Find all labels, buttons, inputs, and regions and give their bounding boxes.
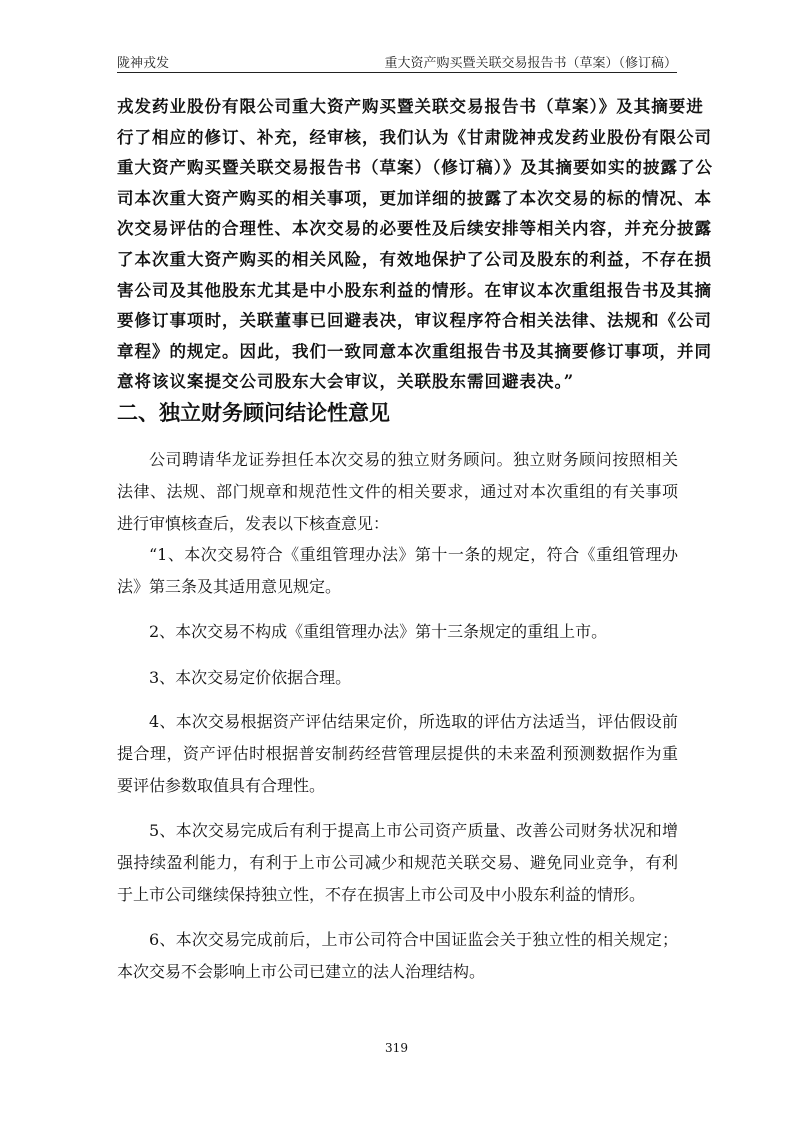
header-divider <box>117 72 677 73</box>
paragraph-line: “1、本次交易符合《重组管理办法》第十一条的规定，符合《重组管理办 <box>149 545 678 564</box>
section-heading: 二、独立财务顾问结论性意见 <box>117 401 390 425</box>
quoted-paragraph-line: 戎发药业股份有限公司重大资产购买暨关联交易报告书（草案）》及其摘要进 <box>117 97 704 116</box>
quoted-paragraph-line: 次交易评估的合理性、本次交易的必要性及后续安排等相关内容，并充分披露 <box>117 219 712 239</box>
paragraph-line: 4、本次交易根据资产评估结果定价，所选取的评估方法适当，评估假设前 <box>149 712 678 731</box>
quoted-paragraph-line: 司本次重大资产购买的相关事项，更加详细的披露了本次交易的标的情况、本 <box>117 188 712 208</box>
paragraph-line: 5、本次交易完成后有利于提高上市公司资产质量、改善公司财务状况和增 <box>149 821 678 840</box>
quoted-paragraph-line: 了本次重大资产购买的相关风险，有效地保护了公司及股东的利益，不存在损 <box>117 250 712 269</box>
paragraph-line: 3、本次交易定价依据合理。 <box>149 668 352 687</box>
paragraph-line: 于上市公司继续保持独立性，不存在损害上市公司及中小股东利益的情形。 <box>117 885 646 904</box>
paragraph-line: 强持续盈利能力，有利于上市公司减少和规范关联交易、避免同业竞争，有利 <box>117 853 678 872</box>
quoted-paragraph-line: 行了相应的修订、补充，经审核，我们认为《甘肃陇神戎发药业股份有限公司 <box>117 127 712 147</box>
paragraph-line: 2、本次交易不构成《重组管理办法》第十三条规定的重组上市。 <box>149 622 608 641</box>
paragraph-line: 要评估参数取值具有合理性。 <box>117 776 326 795</box>
quoted-paragraph-line: 重大资产购买暨关联交易报告书（草案）（修订稿）》及其摘要如实的披露了公 <box>117 158 713 178</box>
header-company-name: 陇神戎发 <box>117 56 170 71</box>
quoted-paragraph-line: 害公司及其他股东尤其是中小股东利益的情形。在审议本次重组报告书及其摘 <box>117 280 712 300</box>
paragraph-line: 公司聘请华龙证券担任本次交易的独立财务顾问。独立财务顾问按照相关 <box>149 450 678 469</box>
quoted-paragraph-line: 意将该议案提交公司股东大会审议，关联股东需回避表决。” <box>117 372 575 392</box>
paragraph-line: 6、本次交易完成前后，上市公司符合中国证监会关于独立性的相关规定； <box>149 930 678 949</box>
paragraph-line: 提合理，资产评估时根据普安制药经营管理层提供的未来盈利预测数据作为重 <box>117 744 678 763</box>
header-document-title: 重大资产购买暨关联交易报告书（草案）（修订稿） <box>384 56 677 71</box>
paragraph-line: 法律、法规、部门规章和规范性文件的相关要求，通过对本次重组的有关事项 <box>117 482 678 501</box>
quoted-paragraph-line: 要修订事项时，关联董事已回避表决，审议程序符合相关法律、法规和《公司 <box>117 311 712 331</box>
quoted-paragraph-line: 章程》的规定。因此，我们一致同意本次重组报告书及其摘要修订事项，并同 <box>117 341 712 361</box>
paragraph-line: 法》第三条及其适用意见规定。 <box>117 577 342 596</box>
paragraph-line: 本次交易不会影响上市公司已建立的法人治理结构。 <box>117 962 486 981</box>
paragraph-line: 进行审慎核查后，发表以下核查意见： <box>117 514 390 533</box>
page-number: 319 <box>385 1041 408 1055</box>
